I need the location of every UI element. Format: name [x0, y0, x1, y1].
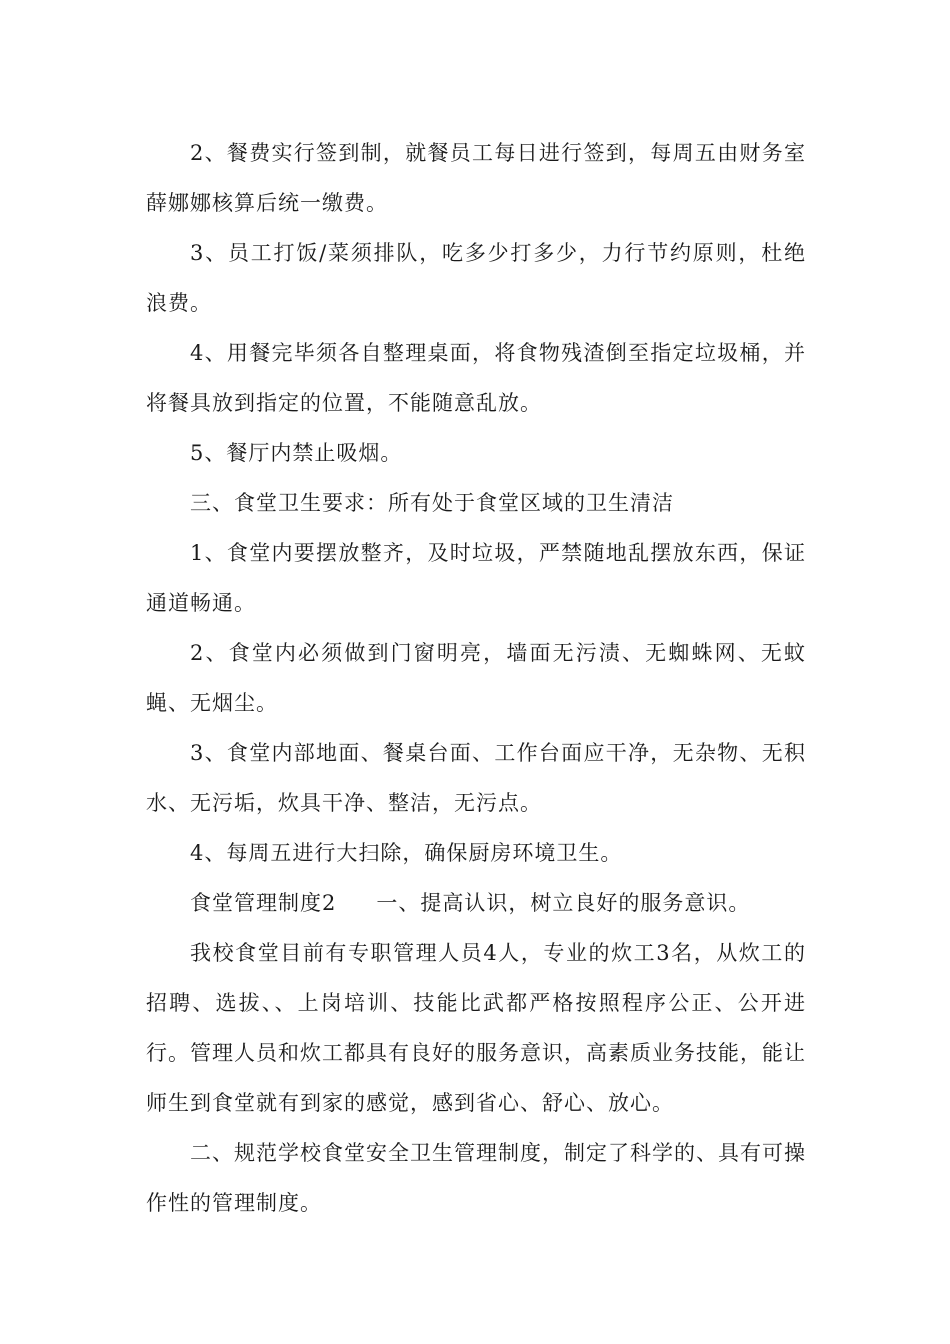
paragraph-regulations: 二、规范学校食堂安全卫生管理制度，制定了科学的、具有可操作性的管理制度。 — [146, 1141, 806, 1215]
paragraph-no-smoking: 5、餐厅内禁止吸烟。 — [190, 441, 403, 465]
paragraph-clean-table: 4、用餐完毕须各自整理桌面，将食物残渣倒至指定垃圾桶，并将餐具放到指定的位置，不能随意乱放。 — [146, 341, 806, 415]
section-title: 食堂管理制度2 — [190, 891, 337, 915]
section-heading-hygiene: 三、食堂卫生要求：所有处于食堂区域的卫生清洁 — [190, 491, 674, 515]
paragraph-queue: 3、员工打饭/菜须排队，吃多少打多少，力行节约原则，杜绝浪费。 — [146, 241, 806, 315]
document-body — [146, 128, 806, 1228]
paragraph-staff: 我校食堂目前有专职管理人员4人，专业的炊工3名，从炊工的招聘、选拔、、上岗培训、技能比武都严格按照程序公正、公开进行。管理人员和炊工都具有良好的服务意识，高素质业务技能，能让师生到食堂就有到家的感觉，感到省心、舒心、放心。 — [146, 941, 806, 1115]
paragraph-floor: 3、食堂内部地面、餐桌台面、工作台面应干净，无杂物、无积水、无污垢，炊具干净、整洁，无污点。 — [146, 741, 806, 815]
paragraph-weekly-cleaning: 4、每周五进行大扫除，确保厨房环境卫生。 — [190, 841, 623, 865]
paragraph-meal-fee: 2、餐费实行签到制，就餐员工每日进行签到，每周五由财务室薛娜娜核算后统一缴费。 — [146, 141, 806, 215]
section-heading-rules-2 — [146, 878, 806, 928]
paragraph-tidy: 1、食堂内要摆放整齐，及时垃圾，严禁随地乱摆放东西，保证通道畅通。 — [146, 541, 806, 615]
paragraph-windows: 2、食堂内必须做到门窗明亮，墙面无污渍、无蜘蛛网、无蚊蝇、无烟尘。 — [146, 641, 806, 715]
section-point-1: 一、提高认识，树立良好的服务意识。 — [376, 891, 751, 915]
